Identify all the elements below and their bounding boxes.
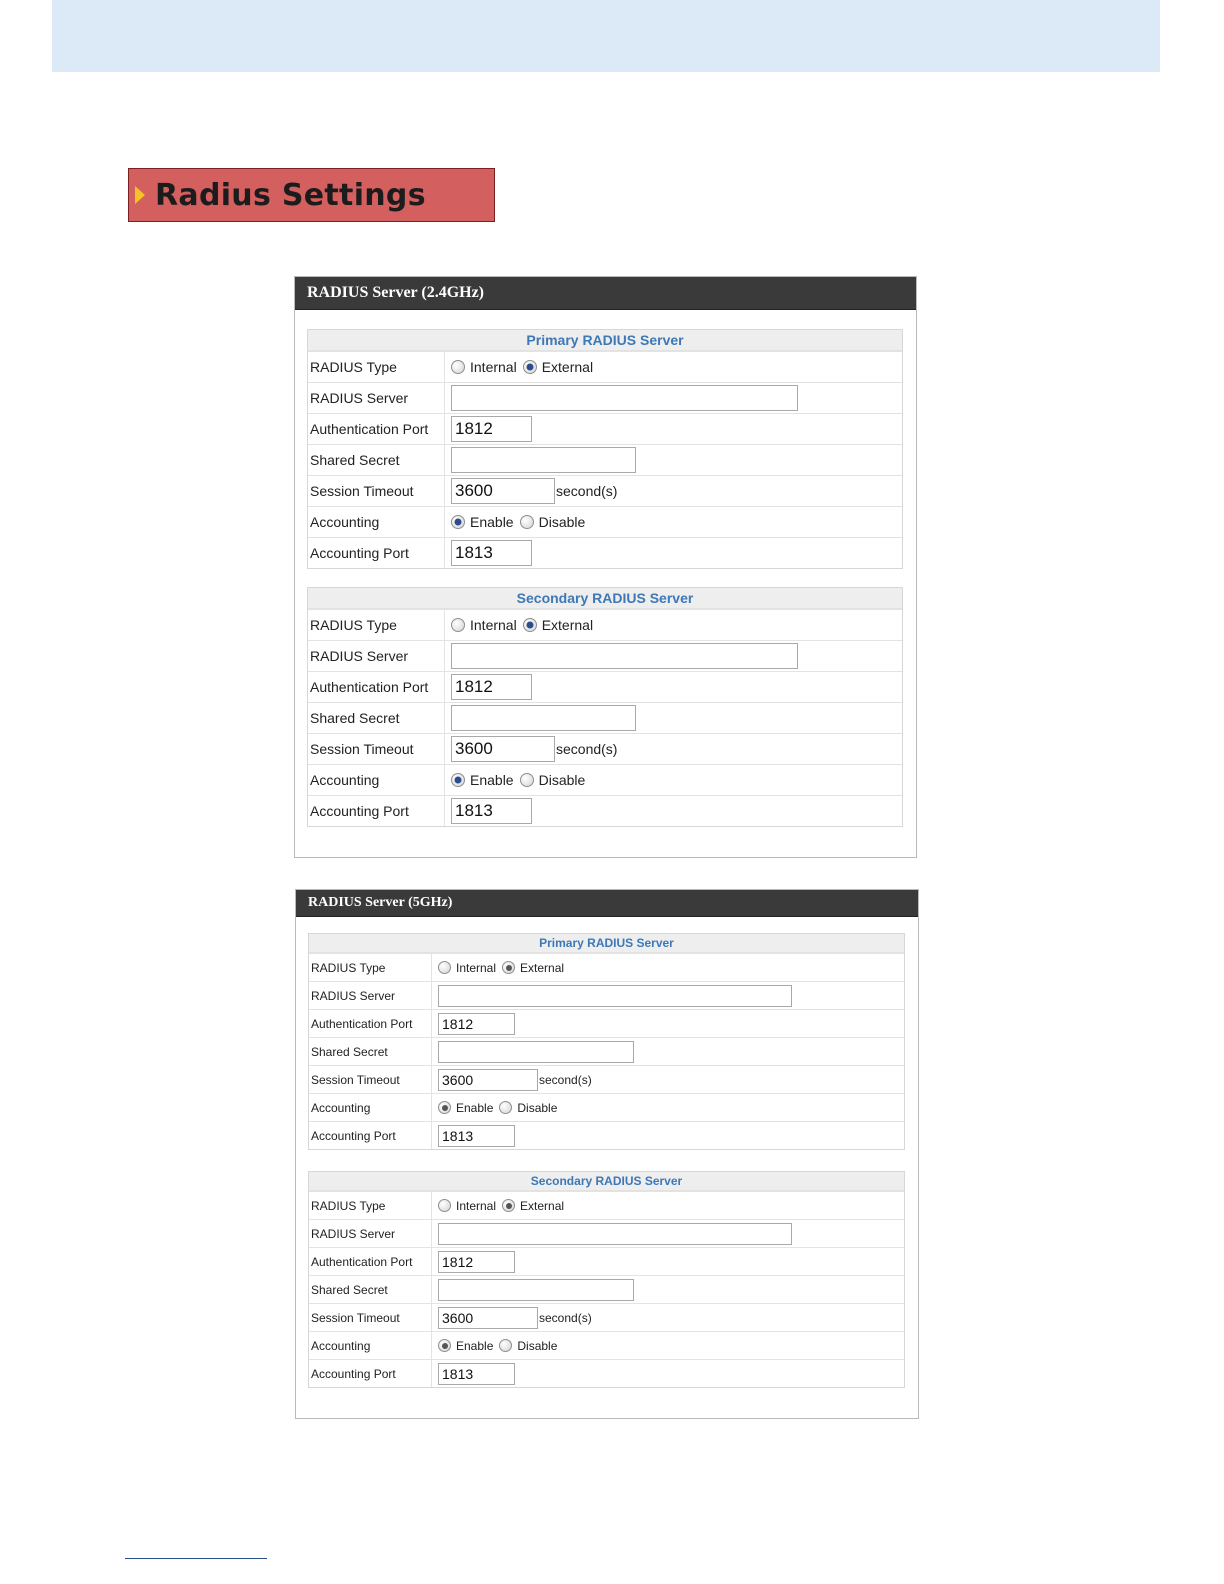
radius-panel-24ghz	[294, 276, 917, 858]
session-timeout-unit: second(s)	[539, 1072, 592, 1087]
radius-type-external-option[interactable]: External	[502, 1199, 564, 1213]
radius-type-row	[309, 953, 904, 981]
accounting-label: Accounting	[309, 1332, 432, 1359]
accounting-disable-option[interactable]: Disable	[520, 514, 586, 530]
page-header-band	[52, 0, 1160, 72]
session-timeout-row	[309, 1065, 904, 1093]
radius-server-row	[308, 382, 902, 413]
radio-unselected-icon[interactable]	[451, 360, 465, 374]
radio-selected-icon[interactable]	[451, 773, 465, 787]
auth-port-row	[308, 671, 902, 702]
radius-type-label: RADIUS Type	[308, 352, 445, 382]
accounting-row	[309, 1093, 904, 1121]
accounting-row	[309, 1331, 904, 1359]
auth-port-label: Authentication Port	[309, 1248, 432, 1275]
session-timeout-row	[309, 1303, 904, 1331]
accounting-port-label: Accounting Port	[308, 796, 445, 826]
auth-port-row	[308, 413, 902, 444]
accounting-disable-option[interactable]: Disable	[499, 1339, 557, 1353]
session-timeout-row	[308, 475, 902, 506]
radio-selected-icon[interactable]	[523, 360, 537, 374]
chevron-right-icon	[135, 186, 145, 204]
radius-server-row	[308, 640, 902, 671]
session-timeout-input[interactable]: 3600	[438, 1307, 538, 1329]
shared-secret-input[interactable]	[438, 1041, 634, 1063]
radius-type-internal-option[interactable]: Internal	[438, 1199, 496, 1213]
auth-port-input[interactable]: 1812	[438, 1013, 515, 1035]
accounting-enable-option[interactable]: Enable	[438, 1101, 493, 1115]
radius-server-label: RADIUS Server	[308, 383, 445, 413]
section-title: Radius Settings	[155, 177, 426, 213]
panel-title: RADIUS Server (2.4GHz)	[295, 277, 916, 310]
session-timeout-label: Session Timeout	[309, 1066, 432, 1093]
radius-type-label: RADIUS Type	[309, 1192, 432, 1219]
radius-type-internal-option[interactable]: Internal	[451, 617, 517, 633]
radius-type-label: RADIUS Type	[309, 954, 432, 981]
session-timeout-label: Session Timeout	[309, 1304, 432, 1331]
auth-port-input[interactable]: 1812	[451, 674, 532, 700]
primary-radius-group	[307, 329, 903, 569]
radio-unselected-icon[interactable]	[438, 1199, 451, 1212]
radio-unselected-icon[interactable]	[520, 773, 534, 787]
radio-unselected-icon[interactable]	[451, 618, 465, 632]
auth-port-row	[309, 1247, 904, 1275]
shared-secret-row	[309, 1275, 904, 1303]
radius-server-input[interactable]	[438, 1223, 792, 1245]
radius-server-label: RADIUS Server	[309, 982, 432, 1009]
radius-type-label: RADIUS Type	[308, 610, 445, 640]
session-timeout-input[interactable]: 3600	[451, 478, 555, 504]
radio-selected-icon[interactable]	[438, 1101, 451, 1114]
accounting-row	[308, 764, 902, 795]
radius-panel-5ghz	[295, 889, 919, 1419]
radius-server-input[interactable]	[451, 643, 798, 669]
accounting-port-row	[308, 795, 902, 826]
radius-type-internal-option[interactable]: Internal	[451, 359, 517, 375]
accounting-port-input[interactable]: 1813	[438, 1125, 515, 1147]
radius-server-label: RADIUS Server	[308, 641, 445, 671]
auth-port-input[interactable]: 1812	[451, 416, 532, 442]
accounting-port-label: Accounting Port	[309, 1360, 432, 1387]
radius-server-row	[309, 981, 904, 1009]
accounting-port-label: Accounting Port	[308, 538, 445, 568]
accounting-enable-option[interactable]: Enable	[451, 514, 514, 530]
radius-type-internal-option[interactable]: Internal	[438, 961, 496, 975]
accounting-enable-option[interactable]: Enable	[451, 772, 514, 788]
accounting-port-input[interactable]: 1813	[451, 798, 532, 824]
radio-selected-icon[interactable]	[451, 515, 465, 529]
accounting-port-label: Accounting Port	[309, 1122, 432, 1149]
radio-selected-icon[interactable]	[523, 618, 537, 632]
secondary-radius-group	[307, 587, 903, 827]
shared-secret-row	[308, 702, 902, 733]
radio-selected-icon[interactable]	[438, 1339, 451, 1352]
session-timeout-input[interactable]: 3600	[451, 736, 555, 762]
radius-server-input[interactable]	[451, 385, 798, 411]
primary-radius-group	[308, 933, 905, 1150]
radius-type-external-option[interactable]: External	[502, 961, 564, 975]
shared-secret-input[interactable]	[438, 1279, 634, 1301]
accounting-port-row	[309, 1359, 904, 1387]
accounting-port-input[interactable]: 1813	[451, 540, 532, 566]
radio-unselected-icon[interactable]	[499, 1339, 512, 1352]
auth-port-input[interactable]: 1812	[438, 1251, 515, 1273]
accounting-label: Accounting	[308, 765, 445, 795]
radius-server-label: RADIUS Server	[309, 1220, 432, 1247]
group-title: Secondary RADIUS Server	[309, 1172, 904, 1191]
radius-type-external-option[interactable]: External	[523, 359, 593, 375]
radius-server-row	[309, 1219, 904, 1247]
shared-secret-label: Shared Secret	[309, 1276, 432, 1303]
accounting-disable-option[interactable]: Disable	[520, 772, 586, 788]
footer-rule	[125, 1558, 267, 1559]
shared-secret-row	[309, 1037, 904, 1065]
accounting-port-input[interactable]: 1813	[438, 1363, 515, 1385]
session-timeout-row	[308, 733, 902, 764]
radius-type-row	[308, 609, 902, 640]
radius-type-row	[308, 351, 902, 382]
auth-port-label: Authentication Port	[309, 1010, 432, 1037]
radio-unselected-icon[interactable]	[499, 1101, 512, 1114]
accounting-port-row	[308, 537, 902, 568]
secondary-radius-group	[308, 1171, 905, 1388]
session-timeout-unit: second(s)	[556, 741, 618, 757]
shared-secret-label: Shared Secret	[309, 1038, 432, 1065]
accounting-label: Accounting	[308, 507, 445, 537]
shared-secret-label: Shared Secret	[308, 445, 445, 475]
accounting-row	[308, 506, 902, 537]
accounting-port-row	[309, 1121, 904, 1149]
accounting-label: Accounting	[309, 1094, 432, 1121]
shared-secret-input[interactable]	[451, 705, 636, 731]
session-timeout-unit: second(s)	[539, 1310, 592, 1325]
accounting-disable-option[interactable]: Disable	[499, 1101, 557, 1115]
session-timeout-label: Session Timeout	[308, 734, 445, 764]
auth-port-label: Authentication Port	[308, 672, 445, 702]
radio-unselected-icon[interactable]	[520, 515, 534, 529]
radius-server-input[interactable]	[438, 985, 792, 1007]
auth-port-row	[309, 1009, 904, 1037]
shared-secret-row	[308, 444, 902, 475]
shared-secret-input[interactable]	[451, 447, 636, 473]
radio-unselected-icon[interactable]	[438, 961, 451, 974]
group-title: Primary RADIUS Server	[308, 330, 902, 351]
group-title: Primary RADIUS Server	[309, 934, 904, 953]
session-timeout-label: Session Timeout	[308, 476, 445, 506]
radio-selected-icon[interactable]	[502, 1199, 515, 1212]
session-timeout-unit: second(s)	[556, 483, 618, 499]
panel-title: RADIUS Server (5GHz)	[296, 890, 918, 917]
session-timeout-input[interactable]: 3600	[438, 1069, 538, 1091]
accounting-enable-option[interactable]: Enable	[438, 1339, 493, 1353]
auth-port-label: Authentication Port	[308, 414, 445, 444]
group-title: Secondary RADIUS Server	[308, 588, 902, 609]
shared-secret-label: Shared Secret	[308, 703, 445, 733]
radio-selected-icon[interactable]	[502, 961, 515, 974]
section-banner	[128, 168, 495, 222]
radius-type-row	[309, 1191, 904, 1219]
radius-type-external-option[interactable]: External	[523, 617, 593, 633]
